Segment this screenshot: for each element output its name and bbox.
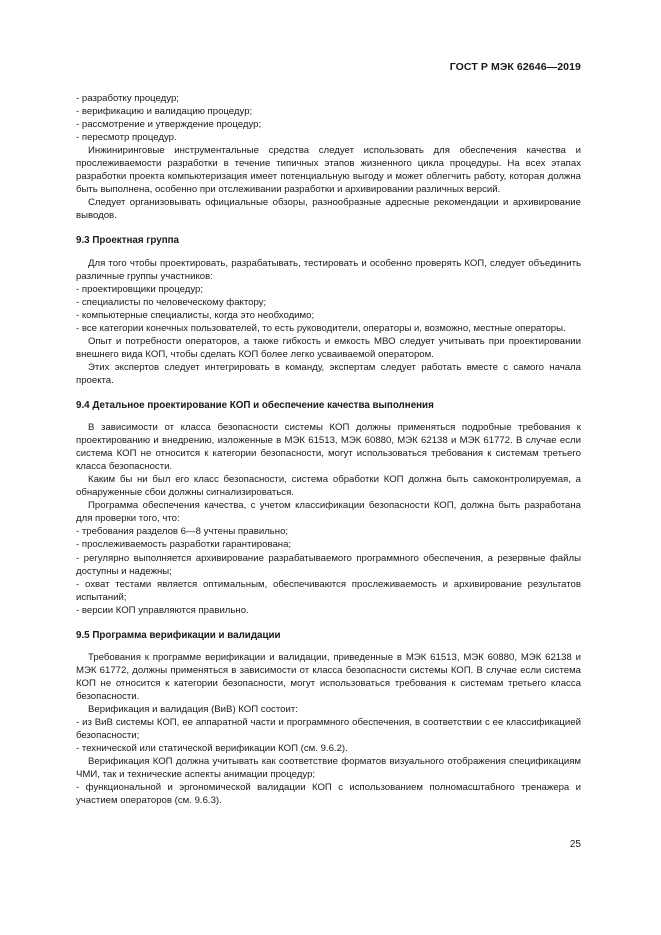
- paragraph: Требования к программе верификации и валидации, приведенные в МЭК 61513, МЭК 60880, МЭК 62138 и МЭК 61772, должны применяться в зависимости от класса безопасности системы КОП. В случае если система КОП не относится к категории безопасности, могут использоваться требования к системам третьего класса безопасности.: [76, 651, 581, 702]
- list-item: - версии КОП управляются правильно.: [76, 604, 581, 617]
- list-item: - компьютерные специалисты, когда это необходимо;: [76, 309, 581, 322]
- list-item: - все категории конечных пользователей, то есть руководители, операторы и, возможно, местные операторы.: [76, 322, 581, 335]
- page-number: 25: [569, 839, 581, 850]
- section-title-9-5: 9.5 Программа верификации и валидации: [76, 629, 281, 641]
- list-item: - проектировщики процедур;: [76, 283, 581, 296]
- list-item: - специалисты по человеческому фактору;: [76, 296, 581, 309]
- document-body: [76, 92, 581, 807]
- paragraph: Этих экспертов следует интегрировать в команду, экспертам следует работать вместе с самого начала проекта.: [76, 361, 581, 386]
- list-item: - прослеживаемость разработки гарантирована;: [76, 538, 581, 551]
- paragraph: Опыт и потребности операторов, а также гибкость и емкость МВО следует учитывать при проектировании внешнего вида КОП, чтобы сделать КОП более легко усваиваемой оператором.: [76, 335, 581, 360]
- list-item: - разработку процедур;: [76, 92, 581, 105]
- list-item: - пересмотр процедур.: [76, 131, 581, 144]
- section-title-9-3: 9.3 Проектная группа: [76, 235, 179, 247]
- paragraph: В зависимости от класса безопасности системы КОП должны применяться подробные требования к проектированию и внедрению, изложенные в МЭК 61513, МЭК 60880, МЭК 62138 и МЭК 61772. В случае если система КОП не относится к категории безопасности, могут использоваться требования к системам третьего класса безопасности.: [76, 422, 581, 473]
- paragraph: Верификация КОП должна учитывать как соответствие форматов визуального отображения спецификациям ЧМИ, так и технические аспекты анимации процедур;: [76, 756, 581, 781]
- list-item: - технической или статической верификации КОП (см. 9.6.2).: [76, 742, 581, 755]
- paragraph: Каким бы ни был его класс безопасности, система обработки КОП должна быть самоконтролируемая, а обнаруженные сбои должны сигнализироваться.: [76, 474, 581, 499]
- paragraph: Верификация и валидация (ВиВ) КОП состоит:: [88, 703, 298, 715]
- list-item: - из ВиВ системы КОП, ее аппаратной части и программного обеспечения, в соответствии с ее классификацией безопасности;: [76, 716, 581, 742]
- section-title-9-4: 9.4 Детальное проектирование КОП и обеспечение качества выполнения: [76, 399, 434, 411]
- list-item: - функциональной и эргономической валидации КОП с использованием полномасштабного тренажера и участием операторов (см. 9.6.3).: [76, 781, 581, 807]
- list-item: - рассмотрение и утверждение процедур;: [76, 118, 581, 131]
- paragraph: Следует организовывать официальные обзоры, разнообразные адресные рекомендации и архивирование выводов.: [76, 197, 581, 222]
- list-item: - регулярно выполняется архивирование разрабатываемого программного обеспечения, а резервные файлы доступны и надежны;: [76, 552, 581, 578]
- paragraph: Инжиниринговые инструментальные средства следует использовать для обеспечения качества и прослеживаемости разработки в течение типичных этапов жизненного цикла процедуры. На всех этапах разработки проекта компьютеризация имеет потенциальную выгоду и может облегчить работу, которая должна быть выполнена, особенно при отслеживании разработки и архивировании различных версий.: [76, 145, 581, 196]
- list-item: - охват тестами является оптимальным, обеспечиваются прослеживаемость и архивирование результатов испытаний;: [76, 578, 581, 604]
- list-item: - верификацию и валидацию процедур;: [76, 105, 581, 118]
- list-item: - требования разделов 6—8 учтены правильно;: [76, 525, 581, 538]
- paragraph: Для того чтобы проектировать, разрабатывать, тестировать и особенно проверять КОП, следует объединить различные группы участников:: [76, 257, 581, 282]
- paragraph: Программа обеспечения качества, с учетом классификации безопасности КОП, должна быть разработана для проверки того, что:: [76, 500, 581, 525]
- standard-header: ГОСТ Р МЭК 62646—2019: [449, 61, 581, 73]
